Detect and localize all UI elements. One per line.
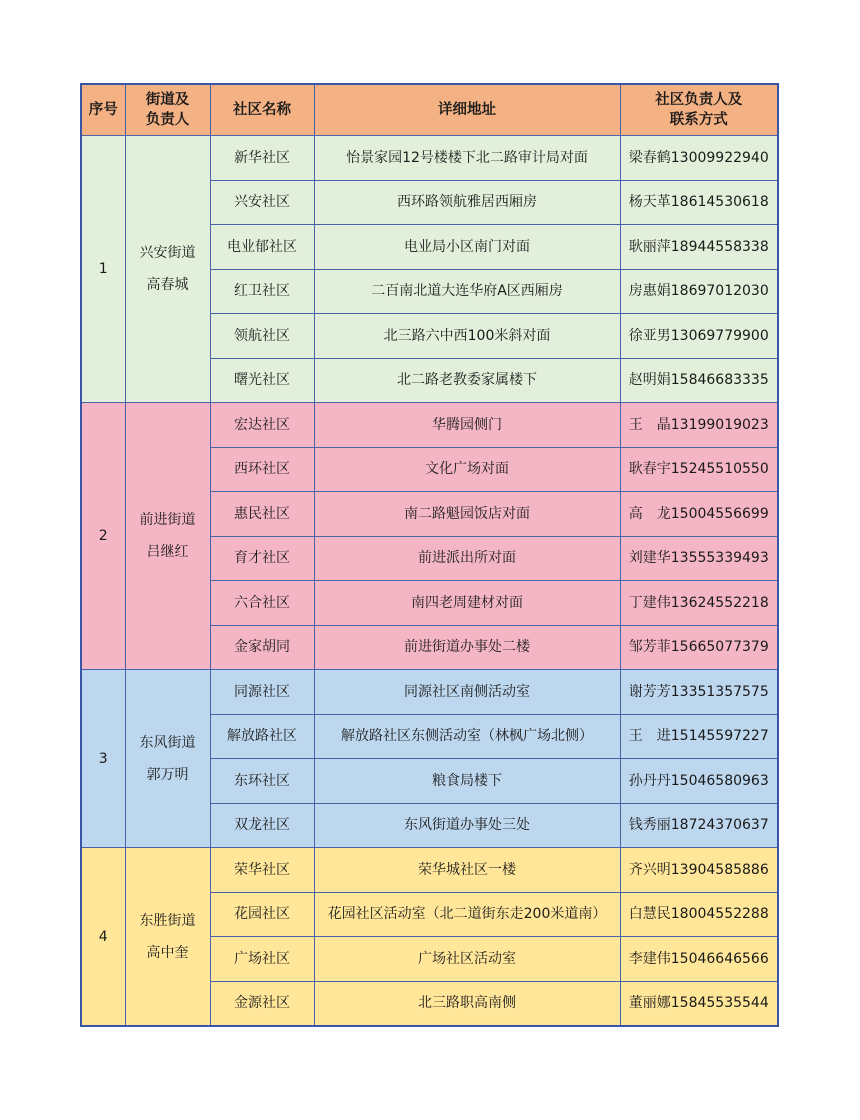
street-leader: 郭万明	[146, 766, 189, 783]
address: 西环路领航雅居西厢房	[314, 180, 620, 225]
group-seq: 1	[81, 136, 125, 403]
community-name: 领航社区	[210, 314, 314, 359]
table-row	[81, 403, 778, 448]
contact: 李建伟15046646566	[620, 937, 778, 982]
community-name: 惠民社区	[210, 492, 314, 537]
table-row	[81, 670, 778, 715]
header-address: 详细地址	[314, 84, 620, 136]
community-name: 育才社区	[210, 536, 314, 581]
community-name: 金家胡同	[210, 625, 314, 670]
contact: 王 晶13199019023	[620, 403, 778, 448]
table-body	[81, 136, 778, 1027]
address: 同源社区南侧活动室	[314, 670, 620, 715]
contact: 徐亚男13069779900	[620, 314, 778, 359]
address: 北三路六中西100米斜对面	[314, 314, 620, 359]
address: 解放路社区东侧活动室（林枫广场北侧）	[314, 714, 620, 759]
address: 南二路魁园饭店对面	[314, 492, 620, 537]
contact: 孙丹丹15046580963	[620, 759, 778, 804]
community-name: 荣华社区	[210, 848, 314, 893]
group-seq: 4	[81, 848, 125, 1027]
address: 前进街道办事处二楼	[314, 625, 620, 670]
community-name: 电业郁社区	[210, 225, 314, 270]
group-seq: 3	[81, 670, 125, 848]
group-street-cell	[125, 848, 210, 1027]
contact: 梁春鹤13009922940	[620, 136, 778, 181]
group-street-cell	[125, 136, 210, 403]
community-name: 花园社区	[210, 892, 314, 937]
contact: 齐兴明13904585886	[620, 848, 778, 893]
community-name: 新华社区	[210, 136, 314, 181]
address: 文化广场对面	[314, 447, 620, 492]
group-street-cell	[125, 670, 210, 848]
address: 北二路老教委家属楼下	[314, 358, 620, 403]
contact: 高 龙15004556699	[620, 492, 778, 537]
address: 东风街道办事处三处	[314, 803, 620, 848]
address: 北三路职高南侧	[314, 981, 620, 1026]
contact: 董丽娜15845535544	[620, 981, 778, 1026]
street-name: 兴安街道	[139, 245, 196, 261]
contact: 耿春宇15245510550	[620, 447, 778, 492]
header-street	[125, 84, 210, 136]
street-name: 前进街道	[139, 512, 196, 528]
street-leader: 吕继红	[146, 544, 189, 560]
community-name: 六合社区	[210, 581, 314, 626]
header-street-line2: 负责人	[145, 111, 190, 128]
address: 前进派出所对面	[314, 536, 620, 581]
community-name: 金源社区	[210, 981, 314, 1026]
community-contact-table	[80, 83, 779, 1027]
contact: 丁建伟13624552218	[620, 581, 778, 626]
header-community: 社区名称	[210, 84, 314, 136]
community-name: 东环社区	[210, 759, 314, 804]
address: 广场社区活动室	[314, 937, 620, 982]
contact: 谢芳芳13351357575	[620, 670, 778, 715]
address: 花园社区活动室（北二道街东走200米道南）	[314, 892, 620, 937]
contact: 房惠娟18697012030	[620, 269, 778, 314]
community-name: 广场社区	[210, 937, 314, 982]
header-seq: 序号	[81, 84, 125, 136]
contact: 耿丽萍18944558338	[620, 225, 778, 270]
community-name: 同源社区	[210, 670, 314, 715]
table-row	[81, 848, 778, 893]
header-contact-line1: 社区负责人及	[655, 91, 743, 108]
header-row	[81, 84, 778, 136]
contact: 刘建华13555339493	[620, 536, 778, 581]
address: 华腾园侧门	[314, 403, 620, 448]
community-name: 红卫社区	[210, 269, 314, 314]
contact: 钱秀丽18724370637	[620, 803, 778, 848]
group-street-cell	[125, 403, 210, 670]
community-name: 西环社区	[210, 447, 314, 492]
address: 南四老周建材对面	[314, 581, 620, 626]
contact: 杨天革18614530618	[620, 180, 778, 225]
contact: 王 进15145597227	[620, 714, 778, 759]
header-contact	[620, 84, 778, 136]
street-name: 东风街道	[139, 734, 196, 751]
street-leader: 高中奎	[146, 944, 189, 961]
contact: 赵明娟15846683335	[620, 358, 778, 403]
address: 荣华城社区一楼	[314, 848, 620, 893]
address: 粮食局楼下	[314, 759, 620, 804]
address: 电业局小区南门对面	[314, 225, 620, 270]
community-name: 兴安社区	[210, 180, 314, 225]
street-name: 东胜街道	[139, 912, 196, 929]
community-name: 曙光社区	[210, 358, 314, 403]
address: 二百南北道大连华府A区西厢房	[314, 269, 620, 314]
group-seq: 2	[81, 403, 125, 670]
community-name: 宏达社区	[210, 403, 314, 448]
contact: 白慧民18004552288	[620, 892, 778, 937]
address: 怡景家园12号楼楼下北二路审计局对面	[314, 136, 620, 181]
street-leader: 高春城	[146, 277, 189, 293]
contact: 邹芳菲15665077379	[620, 625, 778, 670]
community-name: 解放路社区	[210, 714, 314, 759]
table-row	[81, 136, 778, 181]
header-contact-line2: 联系方式	[669, 111, 728, 128]
header-street-line1: 街道及	[145, 91, 190, 108]
community-name: 双龙社区	[210, 803, 314, 848]
